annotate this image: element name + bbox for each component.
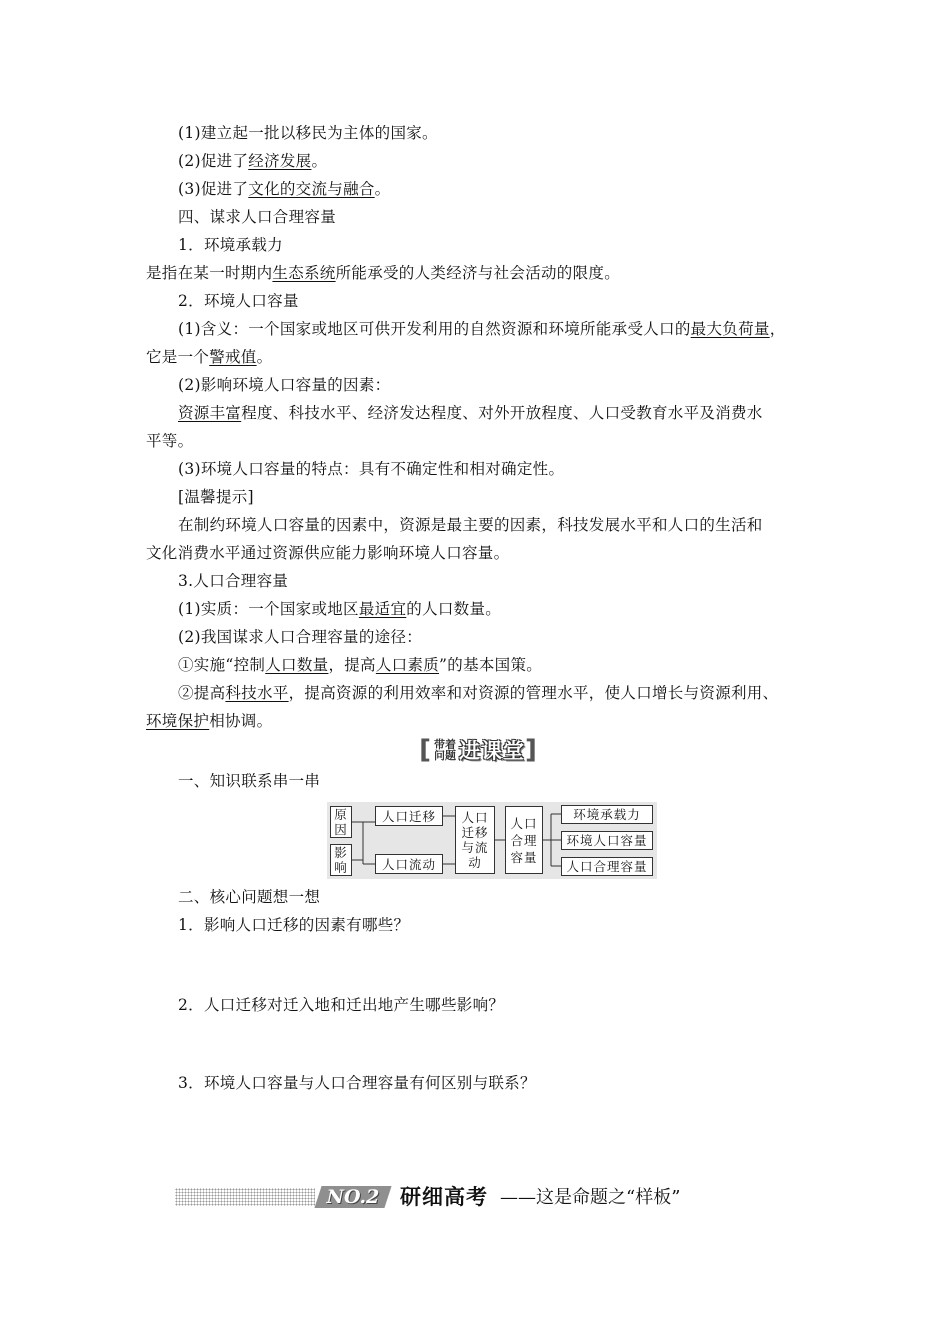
- diagram-box-qianyi-liudong: 人口 迁移 与流 动: [455, 806, 495, 874]
- text-line: ①实施“控制人口数量，提高人口素质”的基本国策。: [178, 656, 543, 674]
- diagram-box-right: 人口合理容量: [561, 857, 653, 876]
- text-line: 是指在某一时期内生态系统所能承受的人类经济与社会活动的限度。: [146, 264, 621, 282]
- tip-label: [温馨提示]: [178, 488, 254, 506]
- text-line: (2)影响环境人口容量的因素：: [178, 376, 391, 394]
- text-line: (2)我国谋求人口合理容量的途径：: [178, 628, 423, 646]
- knowledge-diagram: [327, 802, 657, 879]
- text-line: 资源丰富程度、科技水平、经济发达程度、对外开放程度、人口受教育水平及消费水: [178, 404, 763, 422]
- diagram-box-right: 环境人口容量: [561, 831, 653, 850]
- text-line: (3)促进了文化的交流与融合。: [178, 180, 391, 198]
- banner-title: 进课堂: [459, 739, 525, 763]
- section-banner: [396, 736, 560, 764]
- text-line: 平等。: [146, 432, 194, 450]
- text-line: 在制约环境人口容量的因素中，资源是最主要的因素，科技发展水平和人口的生活和: [178, 516, 763, 534]
- diagram-box-qianyi: 人口迁移: [375, 806, 443, 826]
- question: 3．环境人口容量与人口合理容量有何区别与联系？: [178, 1074, 536, 1092]
- text-line: (2)促进了经济发展。: [178, 152, 328, 170]
- subheading: 3.人口合理容量: [178, 572, 289, 590]
- question: 2．人口迁移对迁入地和迁出地产生哪些影响？: [178, 996, 505, 1014]
- diagram-box-heli: 人口 合理 容量: [505, 806, 543, 874]
- section-heading: 一、知识联系串一串: [178, 772, 321, 790]
- subheading: 2．环境人口容量: [178, 292, 299, 310]
- bracket-left-icon: [: [419, 735, 431, 765]
- text-line: 文化消费水平通过资源供应能力影响环境人口容量。: [146, 544, 510, 562]
- no2-badge: NO.2: [314, 1186, 391, 1208]
- subheading: 1．环境承载力: [178, 236, 283, 254]
- banner-title: 研细高考: [400, 1185, 488, 1209]
- dotted-decoration: [175, 1188, 315, 1206]
- text-line: (1)建立起一批以移民为主体的国家。: [178, 124, 438, 142]
- diagram-box-yuanyin: 原 因: [330, 806, 352, 838]
- text-line: ②提高科技水平，提高资源的利用效率和对资源的管理水平，使人口增长与资源利用、: [178, 684, 779, 702]
- text-line: (3)环境人口容量的特点：具有不确定性和相对确定性。: [178, 460, 565, 478]
- question: 1．影响人口迁移的因素有哪些？: [178, 916, 410, 934]
- banner-small-text: 问题: [434, 749, 456, 762]
- banner-small-text: 带着: [434, 738, 456, 751]
- diagram-box-yingxiang: 影 响: [330, 844, 352, 876]
- section-heading: 二、核心问题想一想: [178, 888, 321, 906]
- text-line: (1)含义：一个国家或地区可供开发利用的自然资源和环境所能承受人口的最大负荷量，: [178, 320, 786, 338]
- diagram-box-right: 环境承载力: [561, 805, 653, 824]
- diagram-box-liudong: 人口流动: [375, 854, 443, 874]
- section-heading: 四、谋求人口合理容量: [178, 208, 337, 226]
- text-line: 环境保护相协调。: [146, 712, 273, 730]
- text-line: (1)实质：一个国家或地区最适宜的人口数量。: [178, 600, 502, 618]
- banner-subtitle: ——这是命题之“样板”: [500, 1187, 681, 1208]
- bracket-right-icon: ]: [525, 735, 537, 765]
- text-line: 它是一个警戒值。: [146, 348, 273, 366]
